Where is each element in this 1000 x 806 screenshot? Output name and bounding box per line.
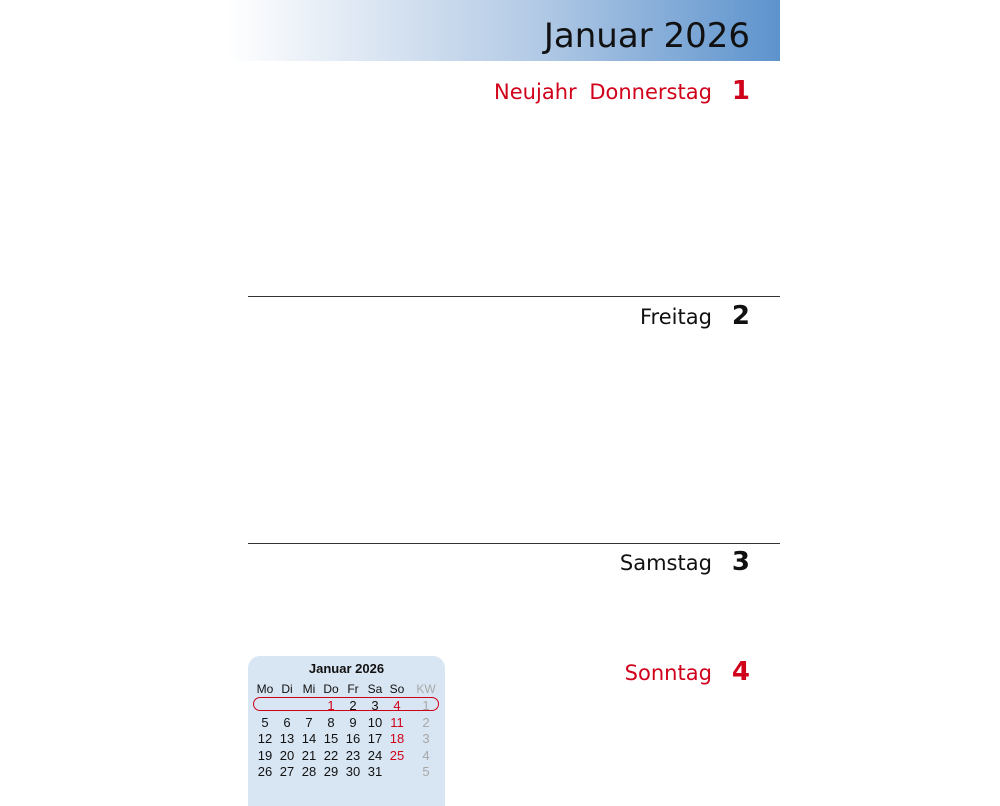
day-cell: 7: [305, 714, 313, 730]
day-cell: 10: [367, 714, 383, 730]
day-cell: 31: [367, 764, 383, 780]
header-band: [226, 0, 780, 61]
mini-calendar-title: Januar 2026: [308, 661, 385, 676]
day-cell: 22: [323, 747, 339, 763]
week-number-header: KW: [416, 682, 436, 697]
weekday-header: Fr: [347, 682, 359, 697]
day-cell: 30: [345, 764, 361, 780]
mini-calendar-week: [254, 698, 444, 715]
day-cell: 3: [371, 698, 379, 714]
day-cell: 8: [327, 714, 335, 730]
holiday-label: Neujahr: [494, 80, 577, 104]
week-number: 1: [422, 698, 430, 714]
day-3-name: Samstag: [619, 551, 712, 575]
day-cell: 21: [301, 747, 317, 763]
day-2-name: Freitag: [639, 305, 712, 329]
mini-calendar-week: [254, 747, 444, 764]
day-cell: 2: [349, 698, 357, 714]
day-cell: 29: [323, 764, 339, 780]
day-cell: 26: [257, 764, 273, 780]
day-cell-sunday: 11: [390, 714, 404, 730]
day-cell-sunday: 25: [389, 747, 405, 763]
day-cell: 12: [257, 731, 273, 747]
weekday-header: Do: [323, 682, 339, 697]
week-number: 2: [422, 714, 430, 730]
week-number: 5: [422, 764, 430, 780]
day-1-name: Donnerstag: [589, 80, 712, 104]
day-cell-holiday: 1: [327, 698, 335, 714]
mini-calendar-grid: [254, 681, 444, 780]
day-cell: 28: [301, 764, 317, 780]
day-cell: 19: [257, 747, 273, 763]
weekday-header: Di: [281, 682, 293, 697]
day-cell: 27: [279, 764, 295, 780]
week-number: 4: [422, 747, 430, 763]
day-2: [640, 301, 750, 331]
mini-calendar-header-row: [254, 681, 444, 698]
divider-1: [248, 296, 780, 297]
day-cell: 5: [261, 714, 269, 730]
weekday-header: Mi: [302, 682, 316, 697]
day-cell: 17: [367, 731, 383, 747]
day-cell: 6: [283, 714, 291, 730]
day-3: [620, 547, 750, 577]
day-4-number: 4: [731, 657, 750, 687]
day-cell-sunday: 18: [389, 731, 405, 747]
day-4-name: Sonntag: [624, 661, 712, 685]
mini-calendar: [248, 656, 445, 806]
weekday-header: Mo: [256, 682, 274, 697]
day-cell: 23: [345, 747, 361, 763]
day-cell: 16: [345, 731, 361, 747]
weekday-header: Sa: [367, 682, 383, 697]
day-2-number: 2: [731, 301, 750, 331]
day-cell-sunday: 4: [393, 698, 401, 714]
day-cell: 13: [279, 731, 295, 747]
day-cell: 24: [367, 747, 383, 763]
day-3-number: 3: [731, 547, 750, 577]
week-number: 3: [422, 731, 430, 747]
day-4: [625, 657, 750, 687]
weekday-header: So: [389, 682, 405, 697]
mini-calendar-week: [254, 731, 444, 748]
day-1: [494, 76, 750, 106]
calendar-page: [248, 0, 780, 800]
day-cell: 15: [323, 731, 339, 747]
divider-2: [248, 543, 780, 544]
day-cell: 14: [301, 731, 317, 747]
mini-calendar-week: [254, 764, 444, 781]
mini-calendar-week: [254, 714, 444, 731]
day-1-number: 1: [731, 76, 750, 106]
month-title: Januar 2026: [543, 16, 750, 56]
day-cell: 20: [279, 747, 295, 763]
day-cell: 9: [349, 714, 357, 730]
